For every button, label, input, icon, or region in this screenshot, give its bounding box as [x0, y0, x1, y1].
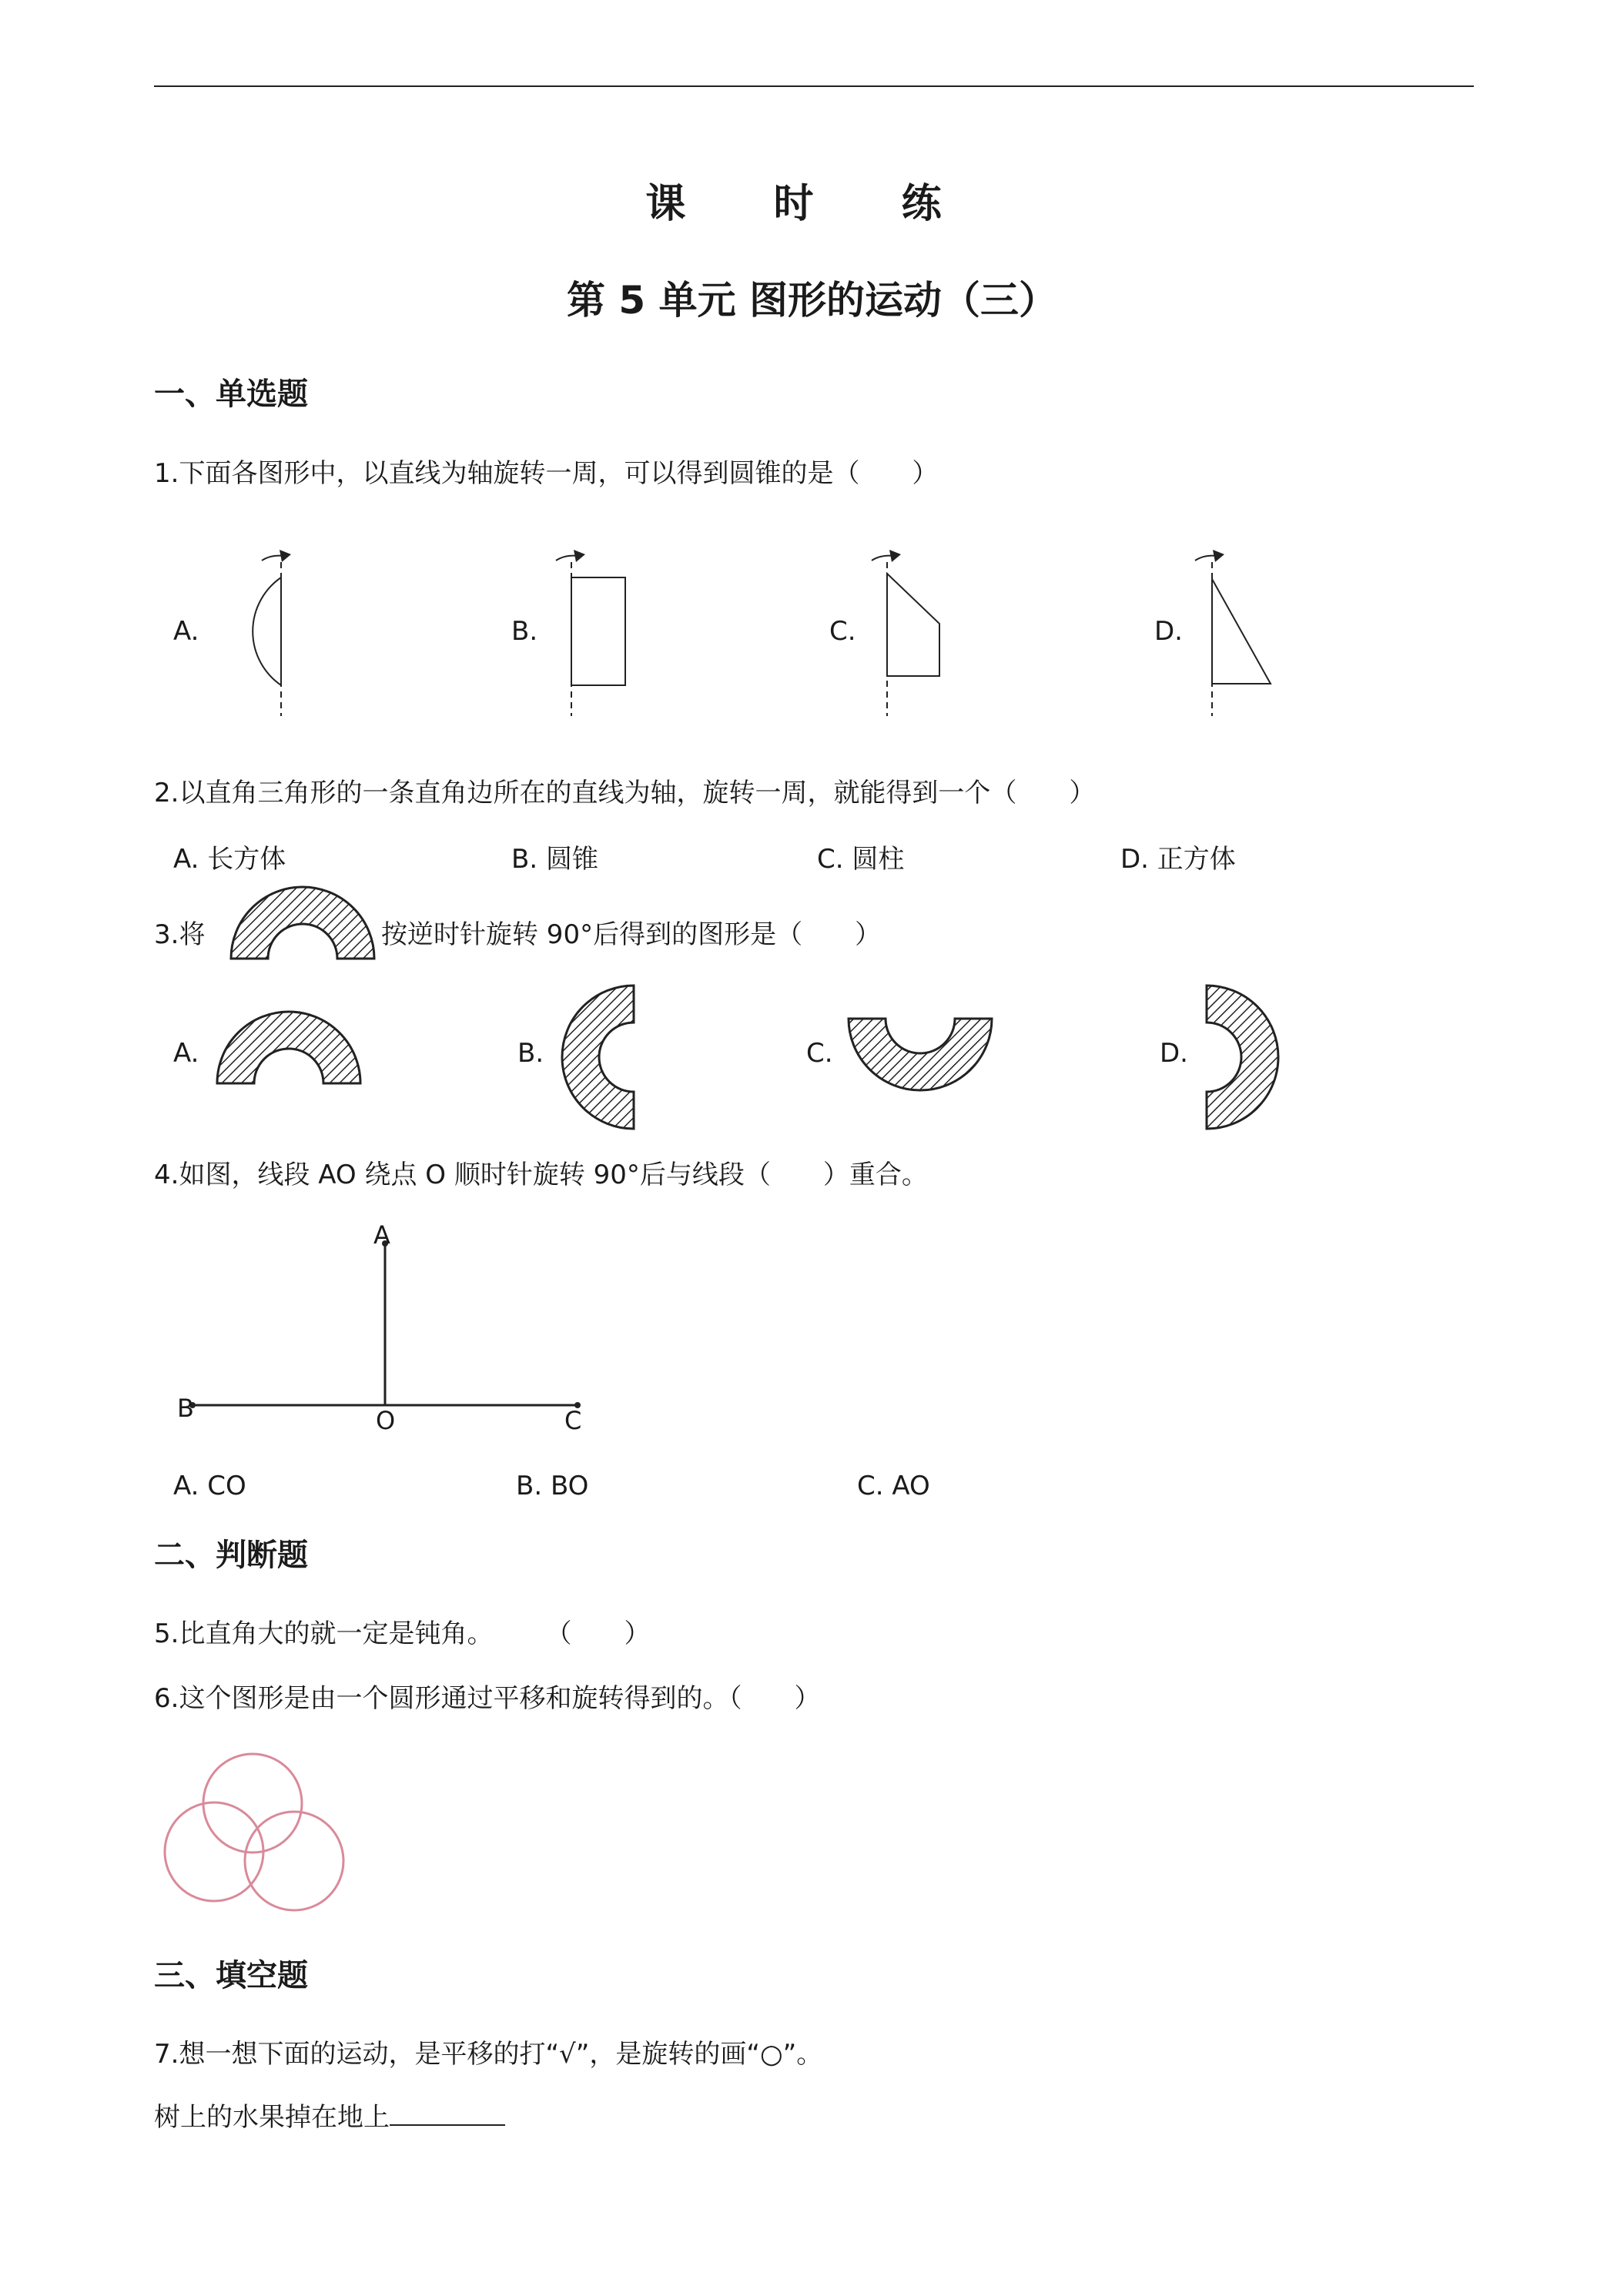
q1-figure-c [855, 531, 970, 731]
q1-figure-b [539, 531, 655, 731]
q4-option-a: A. CO [173, 1471, 246, 1501]
question-4: 4.如图，线段 AO 绕点 O 顺时针旋转 90°后与线段（ ）重合。 [154, 1160, 928, 1190]
q1-option-d-label: D. [1154, 616, 1183, 647]
q1-figure-a [200, 531, 316, 731]
q2-option-b: B. 圆锥 [511, 844, 598, 875]
q4-option-b: B. BO [516, 1471, 589, 1501]
q3-option-d-label: D. [1160, 1038, 1188, 1069]
question-5: 5.比直角大的就一定是钝角。 （ ） [154, 1618, 651, 1649]
page-subtitle: 第 5 单元 图形的运动（三） [566, 278, 1057, 323]
q4-option-c: C. AO [857, 1471, 930, 1501]
q3-option-a-label: A. [173, 1038, 199, 1069]
q3-option-b-label: B. [517, 1038, 544, 1069]
q3-option-d-arch [1203, 984, 1287, 1130]
question-1: 1.下面各图形中，以直线为轴旋转一周，可以得到圆锥的是（ ） [154, 458, 939, 489]
q4-point-o: O [376, 1406, 396, 1435]
q4-point-c: C [564, 1406, 582, 1435]
q2-option-c: C. 圆柱 [817, 844, 905, 875]
q4-point-a: A [373, 1220, 390, 1250]
q3-option-c-label: C. [806, 1038, 833, 1069]
q2-option-d: D. 正方体 [1120, 844, 1236, 875]
q1-option-a-label: A. [173, 616, 199, 647]
question-7-item-1 [154, 2096, 505, 2134]
question-7: 7.想一想下面的运动，是平移的打“√”，是旋转的画“○”。 [154, 2039, 823, 2070]
question-2: 2.以直角三角形的一条直角边所在的直线为轴，旋转一周，就能得到一个（ ） [154, 778, 1096, 808]
q1-option-b-label: B. [511, 616, 538, 647]
q1-option-c-label: C. [829, 616, 856, 647]
page-title: 课 时 练 [645, 181, 979, 227]
q2-option-a: A. 长方体 [173, 844, 286, 875]
q3-option-b-arch [561, 984, 645, 1130]
question-3-text: 按逆时针旋转 90°后得到的图形是（ ） [381, 919, 882, 950]
section-true-false: 二、判断题 [154, 1538, 308, 1573]
q7-item-1-blank[interactable] [390, 2101, 505, 2126]
q7-item-1-text: 树上的水果掉在地上 [154, 2102, 390, 2133]
q3-source-arch [229, 885, 376, 962]
q4-point-b: B [177, 1394, 194, 1423]
q6-circles-figure [162, 1752, 354, 1913]
section-fill-in: 三、填空题 [154, 1958, 308, 1993]
q3-option-c-arch [847, 1015, 993, 1092]
q1-figure-d [1178, 531, 1294, 731]
section-single-choice: 一、单选题 [154, 377, 308, 412]
question-3-prefix: 3.将 [154, 919, 206, 950]
q3-option-a-arch [216, 1010, 362, 1087]
question-6: 6.这个图形是由一个圆形通过平移和旋转得到的。（ ） [154, 1683, 821, 1714]
header-rule [154, 85, 1474, 87]
